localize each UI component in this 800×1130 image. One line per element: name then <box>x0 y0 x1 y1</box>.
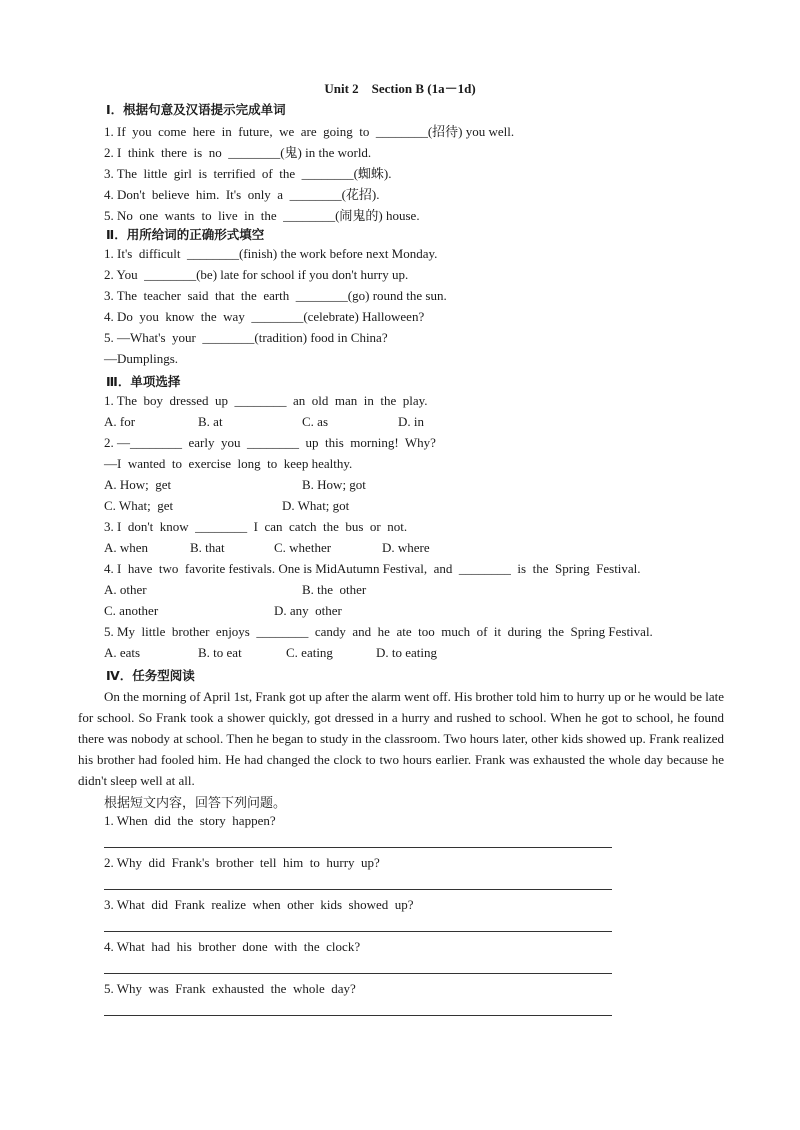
s3-question-2: 2. —________ early you ________ up this morning! Why? <box>104 435 436 450</box>
s2-item-2: 2. You ________(be) late for school if you don't hurry up. <box>104 267 409 282</box>
s3-q1-option-a: A. for <box>104 414 136 429</box>
reading-instruction: 根据短文内容，回答下列问题。 <box>104 795 287 810</box>
s3-question-4: 4. I have two favorite festivals. One is MidAutumn Festival, and ________ is the Spring Festival. <box>104 561 641 576</box>
reading-question-2: 2. Why did Frank's brother tell him to hurry up? <box>104 855 380 870</box>
s3-q3-option-c: C. whether <box>274 540 332 555</box>
s3-question-3: 3. I don't know ________ I can catch the bus or not. <box>104 519 408 534</box>
answer-line-1 <box>104 847 612 848</box>
section-2-heading: Ⅱ．用所给词的正确形式填空 <box>106 227 265 242</box>
s3-q5-option-c: C. eating <box>286 645 333 660</box>
s1-item-2: 2. I think there is no ________(鬼) in the world. <box>104 145 372 160</box>
s1-item-5: 5. No one wants to live in the ________(闹鬼的) house. <box>104 208 420 223</box>
s3-q1-option-c: C. as <box>302 414 328 429</box>
s3-question-2-reply: —I wanted to exercise long to keep healthy. <box>104 456 353 471</box>
s3-q4-option-a: A. other <box>104 582 147 597</box>
s3-q5-option-b: B. to eat <box>198 645 242 660</box>
s3-q4-option-b: B. the other <box>302 582 367 597</box>
s3-q2-option-d: D. What; got <box>282 498 350 513</box>
section-4-heading: Ⅳ．任务型阅读 <box>106 668 195 683</box>
answer-line-3 <box>104 931 612 932</box>
s3-q2-option-b: B. How; got <box>302 477 366 492</box>
s3-q4-option-d: D. any other <box>274 603 342 618</box>
s2-item-4: 4. Do you know the way ________(celebrate) Halloween? <box>104 309 425 324</box>
s2-item-5-reply: —Dumplings. <box>104 351 179 366</box>
reading-question-5: 5. Why was Frank exhausted the whole day? <box>104 981 356 996</box>
s3-question-1: 1. The boy dressed up ________ an old man in the play. <box>104 393 428 408</box>
s3-q2-option-c: C. What; get <box>104 498 174 513</box>
s3-q3-option-d: D. where <box>382 540 430 555</box>
s3-q3-option-b: B. that <box>190 540 225 555</box>
answer-line-2 <box>104 889 612 890</box>
reading-question-1: 1. When did the story happen? <box>104 813 276 828</box>
s2-item-5: 5. —What's your ________(tradition) food in China? <box>104 330 388 345</box>
section-3-heading: Ⅲ．单项选择 <box>106 374 181 389</box>
page-title: Unit 2 Section B (1a－1d) <box>324 81 476 96</box>
s3-q4-option-c: C. another <box>104 603 159 618</box>
s3-question-5: 5. My little brother enjoys ________ candy and he ate too much of it during the Spring Festival. <box>104 624 653 639</box>
s2-item-1: 1. It's difficult ________(finish) the work before next Monday. <box>104 246 438 261</box>
s3-q1-option-b: B. at <box>198 414 223 429</box>
answer-line-4 <box>104 973 612 974</box>
s3-q5-option-d: D. to eating <box>376 645 438 660</box>
reading-question-3: 3. What did Frank realize when other kids showed up? <box>104 897 414 912</box>
s3-q2-option-a: A. How; get <box>104 477 172 492</box>
s3-q3-option-a: A. when <box>104 540 149 555</box>
section-1-heading: Ⅰ．根据句意及汉语提示完成单词 <box>106 102 286 117</box>
s1-item-1: 1. If you come here in future, we are going to ________(招待) you well. <box>104 124 515 139</box>
answer-line-5 <box>104 1015 612 1016</box>
reading-question-4: 4. What had his brother done with the clock? <box>104 939 361 954</box>
reading-passage: On the morning of April 1st, Frank got up after the alarm went off. His brother told him to hurry up or he would be late for school. So Frank took a shower quickly, got dressed in a hurry and rushed to school. When he got to school, he found there was nobody at school. Then he began to study in the classroom. Two hours later, other kids showed up. Frank realized his brother had fooled him. He had changed the clock to two hours earlier. Frank was exhausted the whole day because he didn't sleep well at all. <box>78 689 724 788</box>
s1-item-4: 4. Don't believe him. It's only a ________(花招). <box>104 187 380 202</box>
s3-q5-option-a: A. eats <box>104 645 141 660</box>
s2-item-3: 3. The teacher said that the earth ________(go) round the sun. <box>104 288 447 303</box>
s1-item-3: 3. The little girl is terrified of the ________(蜘蛛). <box>104 166 392 181</box>
s3-q1-option-d: D. in <box>398 414 424 429</box>
